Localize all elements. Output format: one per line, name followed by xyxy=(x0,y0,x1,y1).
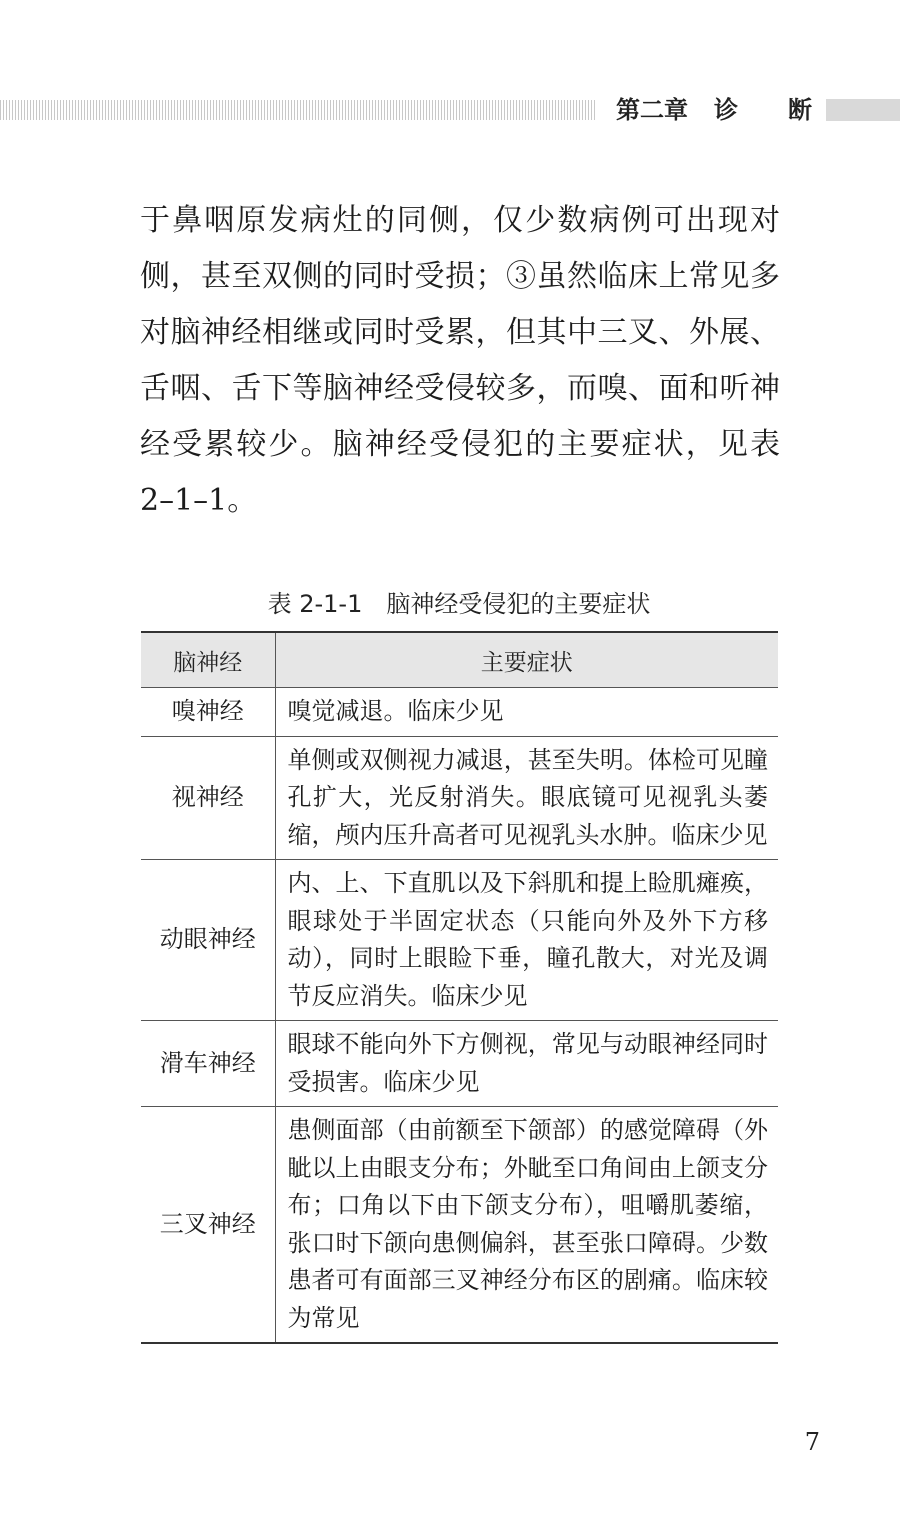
nerve-name-cell: 动眼神经 xyxy=(141,860,275,1021)
nerve-name-cell: 嗅神经 xyxy=(141,688,275,737)
table-caption: 表 2-1-1 脑神经受侵犯的主要症状 xyxy=(267,590,651,618)
header-hatch-rule xyxy=(0,100,596,120)
cranial-nerve-table xyxy=(141,631,778,1344)
chapter-topic-char-1: 诊 xyxy=(714,96,738,124)
table-row xyxy=(141,860,778,1021)
nerve-name-cell: 三叉神经 xyxy=(141,1107,275,1344)
page-number: 7 xyxy=(804,1428,820,1456)
table-row xyxy=(141,736,778,860)
symptom-cell: 患侧面部（由前额至下颌部）的感觉障碍（外眦以上由眼支分布；外眦至口角间由上颌支分布；口角以下由下颌支分布），咀嚼肌萎缩，张口时下颌向患侧偏斜，甚至张口障碍。少数患者可有面部三叉神经分布区的剧痛。临床较为常见 xyxy=(275,1107,778,1344)
symptom-cell: 嗅觉减退。临床少见 xyxy=(275,688,778,737)
table-row xyxy=(141,1021,778,1107)
table-row xyxy=(141,688,778,737)
running-header xyxy=(0,0,900,130)
table-header-row xyxy=(141,632,778,688)
header-cell-nerve: 脑神经 xyxy=(141,632,275,688)
symptom-cell: 眼球不能向外下方侧视，常见与动眼神经同时受损害。临床少见 xyxy=(275,1021,778,1107)
symptom-cell: 内、上、下直肌以及下斜肌和提上睑肌瘫痪，眼球处于半固定状态（只能向外及外下方移动），同时上眼睑下垂，瞳孔散大，对光及调节反应消失。临床少见 xyxy=(275,860,778,1021)
table-row xyxy=(141,1107,778,1344)
symptom-cell: 单侧或双侧视力减退，甚至失明。体检可见瞳孔扩大，光反射消失。眼底镜可见视乳头萎缩，颅内压升高者可见视乳头水肿。临床少见 xyxy=(275,736,778,860)
nerve-name-cell: 视神经 xyxy=(141,736,275,860)
header-cell-symptom: 主要症状 xyxy=(275,632,778,688)
nerve-name-cell: 滑车神经 xyxy=(141,1021,275,1107)
header-gray-block xyxy=(826,99,900,121)
body-paragraph: 于鼻咽原发病灶的同侧，仅少数病例可出现对侧，甚至双侧的同时受损；③虽然临床上常见多对脑神经相继或同时受累，但其中三叉、外展、舌咽、舌下等脑神经受侵较多，而嗅、面和听神经受累较少。脑神经受侵犯的主要症状，见表 2–1–1。 xyxy=(140,203,780,518)
chapter-topic-char-2: 断 xyxy=(788,96,812,124)
chapter-title xyxy=(612,90,824,130)
chapter-number: 第二章 xyxy=(616,96,688,124)
